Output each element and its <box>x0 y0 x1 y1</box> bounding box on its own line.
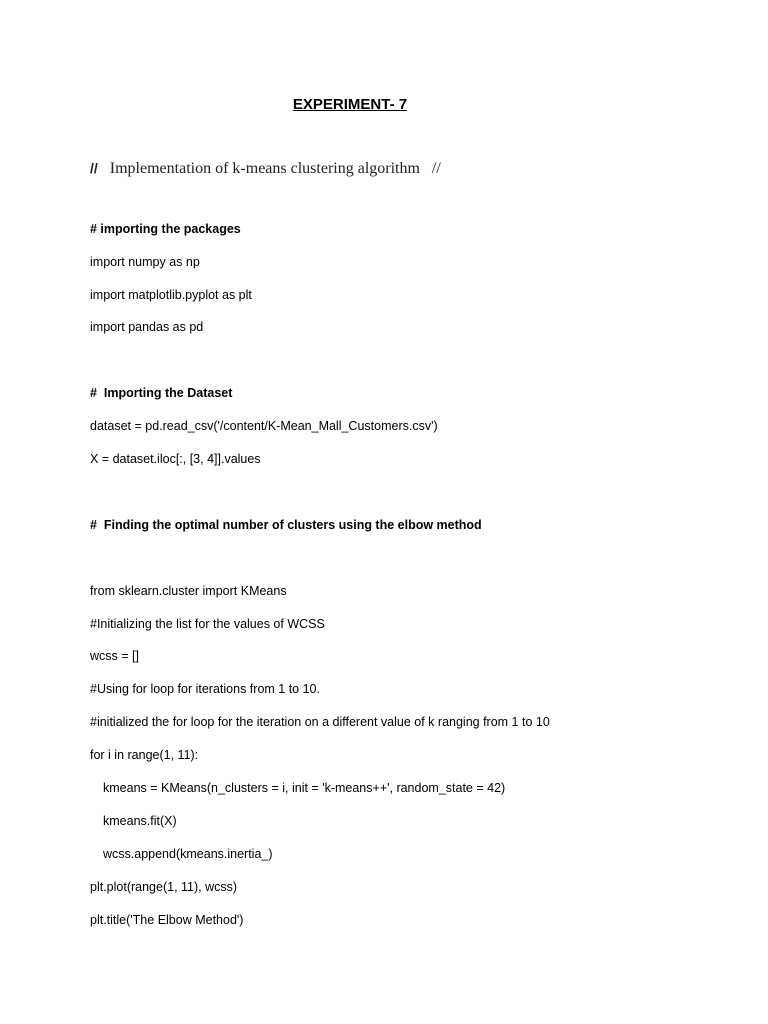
code-line-plt-title: plt.title('The Elbow Method') <box>90 913 244 927</box>
code-line-comment-loop-range: #initialized the for loop for the iteration on a different value of k ranging from 1 to 10 <box>90 715 550 729</box>
comment-importing-dataset: # Importing the Dataset <box>90 386 233 400</box>
subtitle-right-slashes: // <box>431 160 441 177</box>
code-line-wcss-list: wcss = [] <box>90 649 139 663</box>
comment-importing-packages: # importing the packages <box>90 222 241 236</box>
code-line-import-matplotlib: import matplotlib.pyplot as plt <box>90 288 252 302</box>
code-line-import-kmeans: from sklearn.cluster import KMeans <box>90 584 287 598</box>
code-line-read-csv: dataset = pd.read_csv('/content/K-Mean_Mall_Customers.csv') <box>90 419 438 433</box>
subtitle-left-slashes: // <box>90 160 98 176</box>
code-line-kmeans-init: kmeans = KMeans(n_clusters = i, init = 'k-means++', random_state = 42) <box>103 781 506 795</box>
comment-elbow-method: # Finding the optimal number of clusters using the elbow method <box>90 518 482 532</box>
code-line-kmeans-fit: kmeans.fit(X) <box>103 814 177 828</box>
code-line-import-numpy: import numpy as np <box>90 255 200 269</box>
code-line-plt-plot: plt.plot(range(1, 11), wcss) <box>90 880 238 894</box>
code-line-for-loop: for i in range(1, 11): <box>90 748 199 762</box>
code-line-comment-wcss-init: #Initializing the list for the values of WCSS <box>90 617 325 631</box>
code-line-import-pandas: import pandas as pd <box>90 320 204 334</box>
code-line-wcss-append: wcss.append(kmeans.inertia_) <box>103 847 273 861</box>
page-title: EXPERIMENT- 7 <box>292 96 408 113</box>
code-line-comment-loop: #Using for loop for iterations from 1 to 10. <box>90 682 320 696</box>
subtitle <box>90 160 441 178</box>
code-line-iloc: X = dataset.iloc[:, [3, 4]].values <box>90 452 261 466</box>
subtitle-text: Implementation of k-means clustering algorithm <box>109 160 420 177</box>
